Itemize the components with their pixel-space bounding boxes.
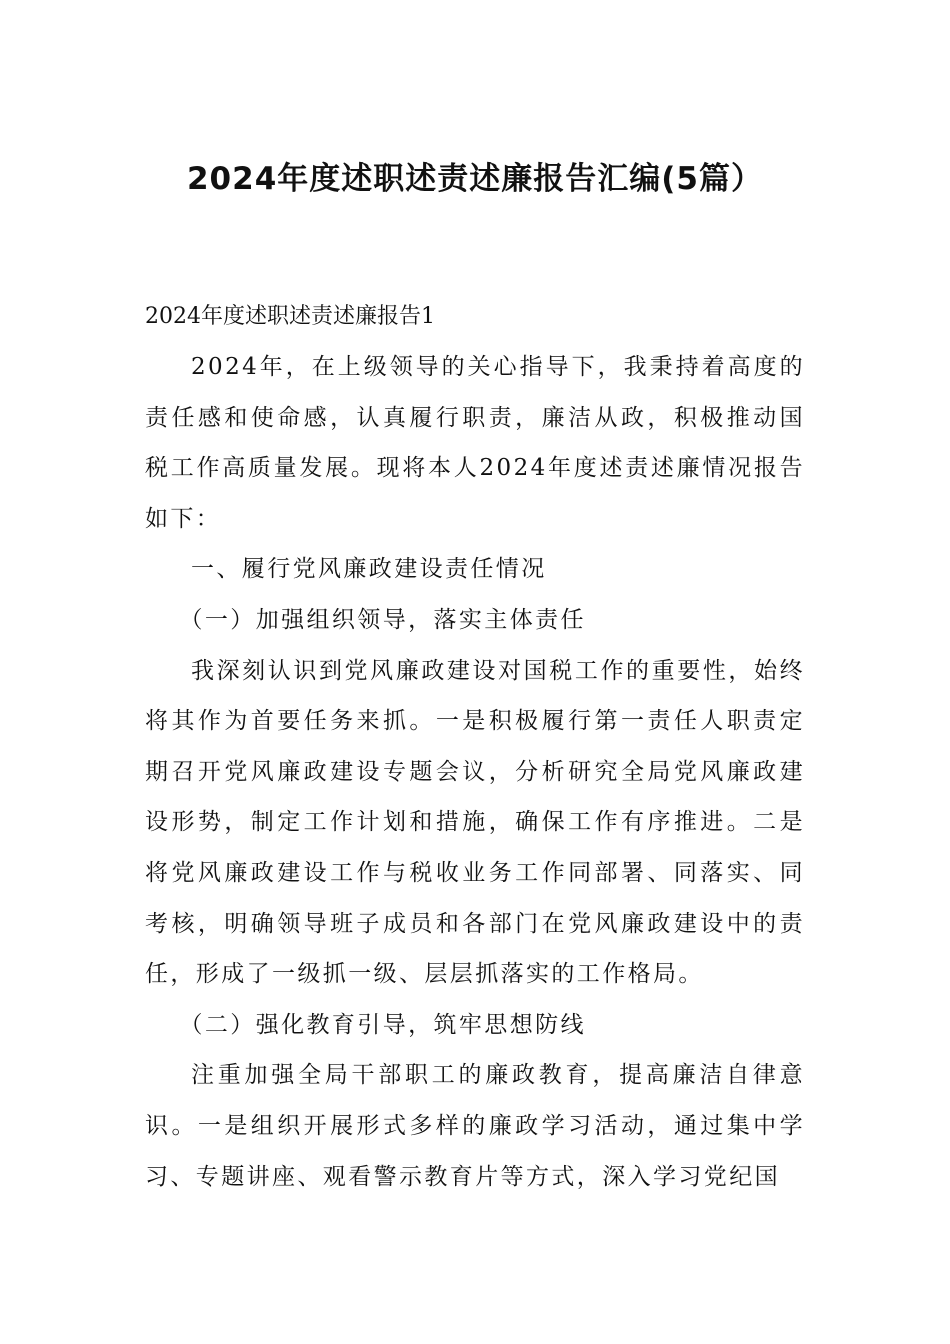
document-title: 2024年度述职述责述廉报告汇编(5篇）	[186, 161, 763, 197]
paragraph-education: 注重加强全局干部职工的廉政教育，提高廉洁自律意识。一是组织开展形式多样的廉政学习活动，通过集中学习、专题讲座、观看警示教育片等方式，深入学习党纪国	[145, 1062, 805, 1190]
report-subtitle: 2024年度述职述责述廉报告1	[145, 304, 435, 329]
section-heading-1: 一、履行党风廉政建设责任情况	[191, 556, 547, 583]
subsection-heading-1-1: （一）加强组织领导，落实主体责任	[179, 606, 586, 633]
paragraph-organization: 我深刻认识到党风廉政建设对国税工作的重要性，始终将其作为首要任务来抓。一是积极履行第一责任人职责定期召开党风廉政建设专题会议，分析研究全局党风廉政建设形势，制定工作计划和措施，确保工作有序推进。二是将党风廉政建设工作与税收业务工作同部署、同落实、同考核，明确领导班子成员和各部门在党风廉政建设中的责任，形成了一级抓一级、层层抓落实的工作格局。	[145, 657, 805, 988]
subsection-heading-1-2: （二）强化教育引导，筑牢思想防线	[179, 1011, 586, 1038]
paragraph-intro: 2024年，在上级领导的关心指导下，我秉持着高度的责任感和使命感，认真履行职责，廉洁从政，积极推动国税工作高质量发展。现将本人2024年度述责述廉情况报告如下：	[145, 354, 805, 532]
document-body	[145, 292, 805, 1202]
